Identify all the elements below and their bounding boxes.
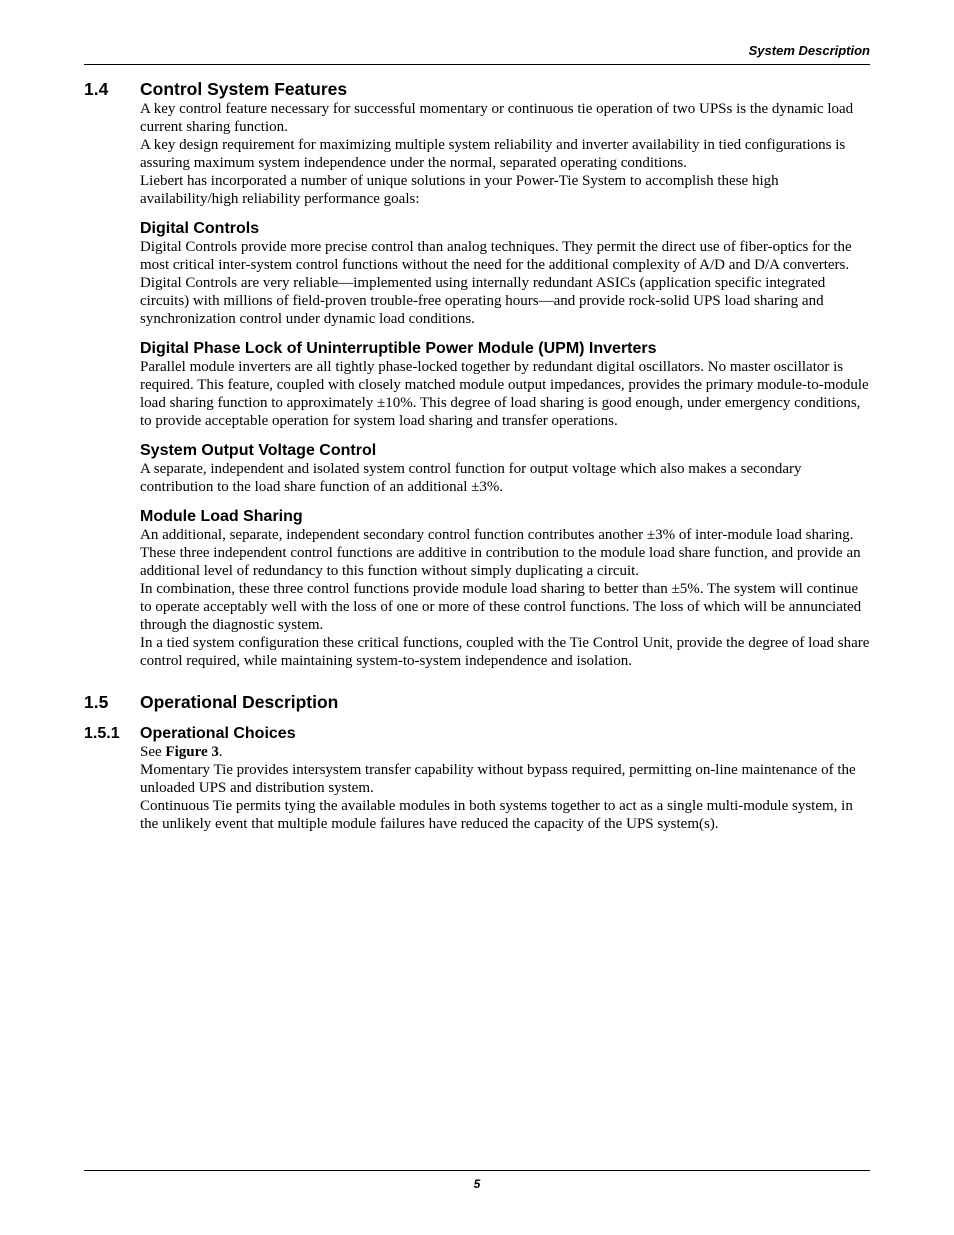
running-header: System Description [748,43,870,58]
section-number: 1.4 [84,79,109,99]
section-title: Control System Features [140,79,348,99]
section-title: Operational Description [140,692,339,712]
figure-reference-paragraph [140,743,870,761]
paragraph: A key control feature necessary for successful momentary or continuous tie operation of two UPSs is the dynamic load current sharing function. [140,101,854,135]
header-rule [84,64,870,65]
subheading-digital-controls: Digital Controls [140,220,260,237]
paragraph: Continuous Tie permits tying the available modules in both systems together to act as a single multi-module system, in the unlikely event that multiple module failures have reduced the capacity of the UPS system(s). [140,798,853,832]
page-body [84,79,870,833]
figure-reference-link[interactable]: Figure 3 [165,744,219,760]
page-number: 5 [473,1177,481,1191]
section-title: Operational Choices [140,725,296,742]
section-heading-1-5 [84,692,870,713]
paragraph: In combination, these three control functions provide module load sharing to better than ±5%. The system will continue to operate acceptably well with the loss of one or more of these control functions. The loss of which will be annunciated through the diagnostic system. [140,581,862,633]
paragraph: In a tied system configuration these critical functions, coupled with the Tie Control Unit, provide the degree of load share control required, while maintaining system-to-system independence and isolation. [140,635,870,669]
paragraph: Liebert has incorporated a number of unique solutions in your Power-Tie System to accomplish these high availability/high reliability performance goals: [140,173,779,207]
section-heading-1-4 [84,79,870,100]
section-number: 1.5.1 [84,725,120,742]
section-number: 1.5 [84,692,109,712]
subheading-load-sharing: Module Load Sharing [140,508,303,525]
footer-rule [84,1170,870,1171]
paragraph: Parallel module inverters are all tightly phase-locked together by redundant digital oscillators. No master oscillator is required. This feature, coupled with closely matched module output impedances, provides the primary module-to-module load sharing function to approximately ±10%. This degree of load sharing is good enough, under emergency conditions, to provide acceptable operation for system load sharing and transfer operations. [140,359,869,429]
paragraph: Digital Controls provide more precise control than analog techniques. They permit the direct use of fiber-optics for the most critical inter-system control functions without the need for the additional complexity of A/D and D/A converters. Digital Controls are very reliable—implemented using internally redundant ASICs (application specific integrated circuits) with millions of field-proven trouble-free operating hours—and provide rock-solid UPS load sharing and synchronization control under dynamic load conditions. [140,239,852,327]
section-heading-1-5-1 [84,725,870,743]
paragraph: A separate, independent and isolated system control function for output voltage which also makes a secondary contribution to the load share function of an additional ±3%. [140,461,802,495]
subheading-phase-lock: Digital Phase Lock of Uninterruptible Power Module (UPM) Inverters [140,340,657,357]
see-prefix: See [140,744,166,760]
paragraph: A key design requirement for maximizing multiple system reliability and inverter availability in tied configurations is assuring maximum system independence under the normal, separated operating conditions. [140,137,846,171]
see-suffix: . [218,744,223,760]
paragraph: Momentary Tie provides intersystem transfer capability without bypass required, permitting on-line maintenance of the unloaded UPS and distribution system. [140,762,856,796]
subheading-voltage-control: System Output Voltage Control [140,442,377,459]
paragraph: These three independent control functions are additive in contribution to the module load share function, and provide an additional level of redundancy to this function without simply duplicating a circuit. [140,545,861,579]
paragraph: An additional, separate, independent secondary control function contributes another ±3% of inter-module load sharing. [140,527,854,543]
